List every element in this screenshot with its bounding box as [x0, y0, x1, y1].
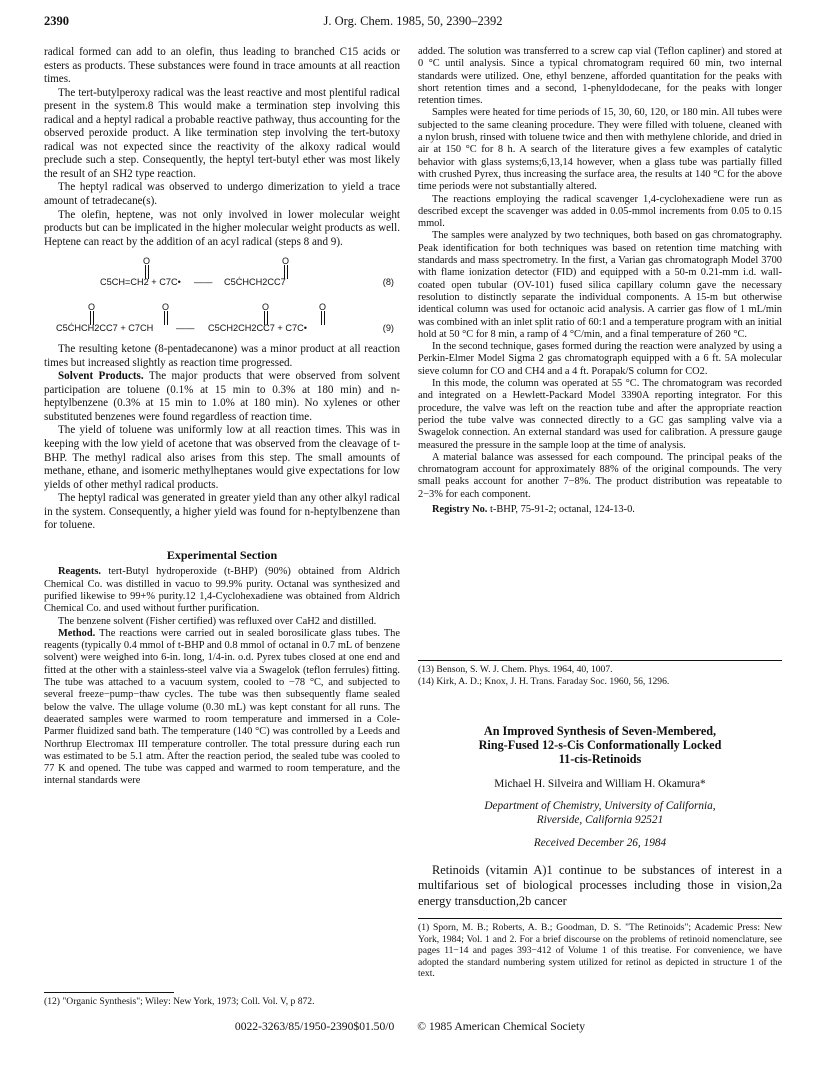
affiliation: Department of Chemistry, University of California, Riverside, California 92521 [484, 800, 716, 826]
equation-number: (9) [382, 322, 394, 333]
article-code: 0022-3263/85/1950-2390$01.50/0 [234, 1020, 395, 1033]
equation-number: (8) [382, 276, 394, 287]
equation-8-lhs: C5CH=CH2 + C7C• [100, 276, 181, 287]
left-footnotes [44, 992, 400, 1008]
page-number: 2390 [44, 14, 69, 28]
paragraph: The resulting ketone (8-pentadecanone) was a minor product at all reaction times but increased slightly as reaction time progressed. [44, 343, 400, 369]
run-in-heading: Method. [58, 627, 96, 639]
copyright: © 1985 American Chemical Society [417, 1020, 586, 1033]
reference-list [418, 660, 782, 687]
footnote: (1) Sporn, M. B.; Roberts, A. B.; Goodman, D. S. "The Retinoids"; Academic Press: New York, 1984; Vol. 1 and 2. For a brief discourse on the problems of retinoid nomenclature, see pages 11−14 and pages 393−412 of Volume 1 of this treatise. For convenience, we have adopted the standard numbering system utilized for retinol as depicted in structure 1 of the text. [418, 922, 782, 980]
footnote: (12) "Organic Synthesis"; Wiley: New York, 1973; Coll. Vol. V, p 872. [44, 996, 315, 1007]
right-footnotes [418, 918, 782, 980]
reference: (13) Benson, S. W. J. Chem. Phys. 1964, 40, 1007. [418, 664, 613, 675]
equation-arrow: —— [176, 322, 195, 333]
authors: Michael H. Silveira and William H. Okamura* [494, 778, 706, 790]
run-in-heading: Reagents. [58, 566, 101, 578]
article-header [418, 724, 782, 909]
paragraph: In this mode, the column was operated at 55 °C. The chromatogram was recorded and integrated on a Hewlett-Packard Model 3390A reporting integrator. For this procedure, the valve was left on the reaction tube and after the appropriate reaction period the tube valve was connected directly to a GC gas sampling valve via a Swagelok connection. An external standard was used for calibration. A pressure gauge measured the pressure in the sample loop at the time of analysis. [418, 378, 782, 451]
paragraph: A material balance was assessed for each compound. The principal peaks of the chromatogram account for approximately 88% of the original compounds. The very small peaks account for another 7−8%. The product distribution was repeatable to 2−3% for each component. [418, 451, 782, 500]
article-title: An Improved Synthesis of Seven-Membered, Ring-Fused 12-s-Cis Conformationally Locked 11-cis-Retinoids [478, 724, 722, 766]
paragraph: Samples were heated for time periods of 15, 30, 60, 120, or 180 min. All tubes were subjected to the same cleaning procedure. They were filled with toluene, cleaned with a nylon brush, rinsed with toluene twice and then with methylene chloride, and dried in air at 150 °C for 8 h. A search of the literature gives a few examples of catalytic behavior with glass systems;6,13,14 however, when a glass tube was partially filled with crushed Pyrex, thus increasing the surface area, the results at 140 °C for the above time periods were not substantially altered. [418, 107, 782, 193]
paragraph: The tert-butylperoxy radical was the least reactive and most plentiful radical present in the system.8 This would make a termination step involving this radical and a heptyl radical a probable reactive pathway, thus accounting for the observed peroxide product. A like termination step involving the tert-butoxy radical was not expected since the reactivity of the alkoxy radical would preclude such a step. Consequently, the heptyl tert-butyl ether was most likely the result of an SH2 type reaction. [44, 86, 400, 180]
received-date: Received December 26, 1984 [533, 837, 667, 849]
equation-8-rhs: C5ĊHCH2CC7 [224, 276, 286, 287]
paragraph: Reagents. tert-Butyl hydroperoxide (t-BHP) (90%) obtained from Aldrich Chemical Co. was distilled in vacuo to 99.9% purity. Octanal was synthesized and purified likewise to 99+% purity.12 1,4-Cyclohexadiene was obtained from Aldrich Chemical Co. and used without further purification. [44, 566, 400, 615]
equation-8: O O C5CH=CH2 + C7C• —— C5ĊHCH2CC7 (8) [44, 253, 400, 295]
equation-9: O O O O C5ĊHCH2CC7 + C7CH —— C5CH2CH2CC7 + C7C• (9) [44, 299, 400, 341]
left-column [44, 46, 400, 788]
paragraph: The heptyl radical was generated in greater yield than any other alkyl radical in the system. Consequently, a higher yield was found for n-heptylbenzene than for toluene. [44, 492, 400, 532]
article-intro: Retinoids (vitamin A)1 continue to be substances of interest in a multifarious set of biological processes including those in vision,2a energy transduction,2b cancer [418, 863, 782, 908]
page-header [44, 14, 782, 32]
paragraph: The benzene solvent (Fisher certified) was refluxed over CaH2 and distilled. [58, 615, 377, 627]
paragraph: Method. The reactions were carried out in sealed borosilicate glass tubes. The reagents (typically 0.4 mmol of t-BHP and 0.8 mmol of octanal in 0.7 mL of benzene solvent) were weighed into 6-in. long, 1/4-in. o.d. Pyrex tubes closed at one end and fitted at the other with a stainless-steel valve via a Swagelok (teflon ferrules) fitting. The tube was attached to a vacuum system, cooled to −78 °C, and subjected to several freeze−pump−thaw cycles. The tube was then subsequently flame sealed below the valve. The ullage volume (0.30 mL) was kept constant for all runs. The deaerated samples were warmed to room temperature and immersed in a Cole-Parmer fluidized sand bath. The temperature (140 °C) was controlled by a Leeds and Northrup Electromax III temperature controller. The total pressure during each run was estimated to be 5.1 atm. After the reaction period, the sealed tube was cooled to 77 K and opened. The tube was capped and warmed to room temperature, and the internal standards were [44, 627, 400, 787]
paragraph: The samples were analyzed by two techniques, both based on gas chromatography. Peak identification for both techniques was based on retention time matching with standards and mass spectrometry. In the first, a Varian gas chromatograph Model 3700 with flame ionization detector (FID) and equipped with a 50-m 0.21-mm i.d. wall-coated open tubular (OV-101) fused silica capillary column gave the necessary resolution to distinctly separate the individual components. A 15-m but otherwise identical column was used for octanoic acid analysis. A carrier gas flow of 1 mL/min was combined with an inlet split ratio of 60:1 and a temperature program with an initial hold at 50 °C for 8 min, a ramp of 4 °C/min, and a final temperature of 260 °C. [418, 230, 782, 340]
paragraph: Solvent Products. The major products that were observed from solvent participation are toluene (0.1% at 15 min to 0.3% at 180 min) and n-heptylbenzene (0.3% at 15 min to 1.0% at 180 min). No xylenes or other substituted benzenes were found regardless of reaction time. [44, 370, 400, 423]
equation-arrow: —— [194, 276, 213, 287]
run-in-heading: Solvent Products. [58, 370, 144, 383]
reference: (14) Kirk, A. D.; Knox, J. H. Trans. Faraday Soc. 1960, 56, 1296. [418, 675, 670, 687]
equation-9-rhs: C5CH2CH2CC7 + C7C• [208, 322, 307, 333]
paragraph: The reactions employing the radical scavenger 1,4-cyclohexadiene were run as described except the scavenger was added in 0.05-mmol increments from 0.05 to 0.15 mmol. [418, 193, 782, 230]
footnote-rule [418, 918, 782, 919]
equation-9-lhs: C5ĊHCH2CC7 + C7CH [56, 322, 154, 333]
registry-numbers: Registry No. t-BHP, 75-91-2; octanal, 124-13-0. [432, 503, 635, 515]
paragraph: added. The solution was transferred to a screw cap vial (Teflon capliner) and stored at 0 °C until analysis. Since a typical chromatogram required 60 min, two internal standards were utilized. One, ethyl benzene, afforded quantitation for the peaks with short retention times and a second, 1-phenyldodecane, for the peaks with longer retention times. [418, 46, 782, 107]
footnote-rule [44, 992, 174, 993]
paragraph: The olefin, heptene, was not only involved in lower molecular weight products but can be implicated in the higher molecular weight products as well. Heptene can react by the addition of an acyl radical (steps 8 and 9). [44, 208, 400, 248]
right-column [418, 46, 782, 516]
journal-citation: J. Org. Chem. 1985, 50, 2390–2392 [323, 14, 503, 28]
page-footer [0, 1020, 820, 1033]
paragraph: The yield of toluene was uniformly low at all reaction times. This was in keeping with the low yield of acetone that was observed from the cleavage of t-BHP. The methyl radical also arises from this step. The small amounts of methane, ethane, and isomeric methylheptanes would give expectations for low yields of other methyl radical products. [44, 424, 400, 491]
paragraph: radical formed can add to an olefin, thus leading to branched C15 acids or esters as products. These substances were found in trace amounts at all reaction times. [44, 46, 400, 86]
paragraph: The heptyl radical was observed to undergo dimerization to yield a trace amount of tetradecane(s). [44, 181, 400, 208]
section-heading: Experimental Section [166, 547, 278, 562]
footnote-rule [418, 660, 782, 661]
paragraph: In the second technique, gases formed during the reaction were analyzed by using a Perkin-Elmer Model Sigma 2 gas chromatograph equipped with a 6 ft. 5A molecular sieve column for CO and CH4 and a 4 ft. Porapak/S column for CO2. [418, 341, 782, 377]
